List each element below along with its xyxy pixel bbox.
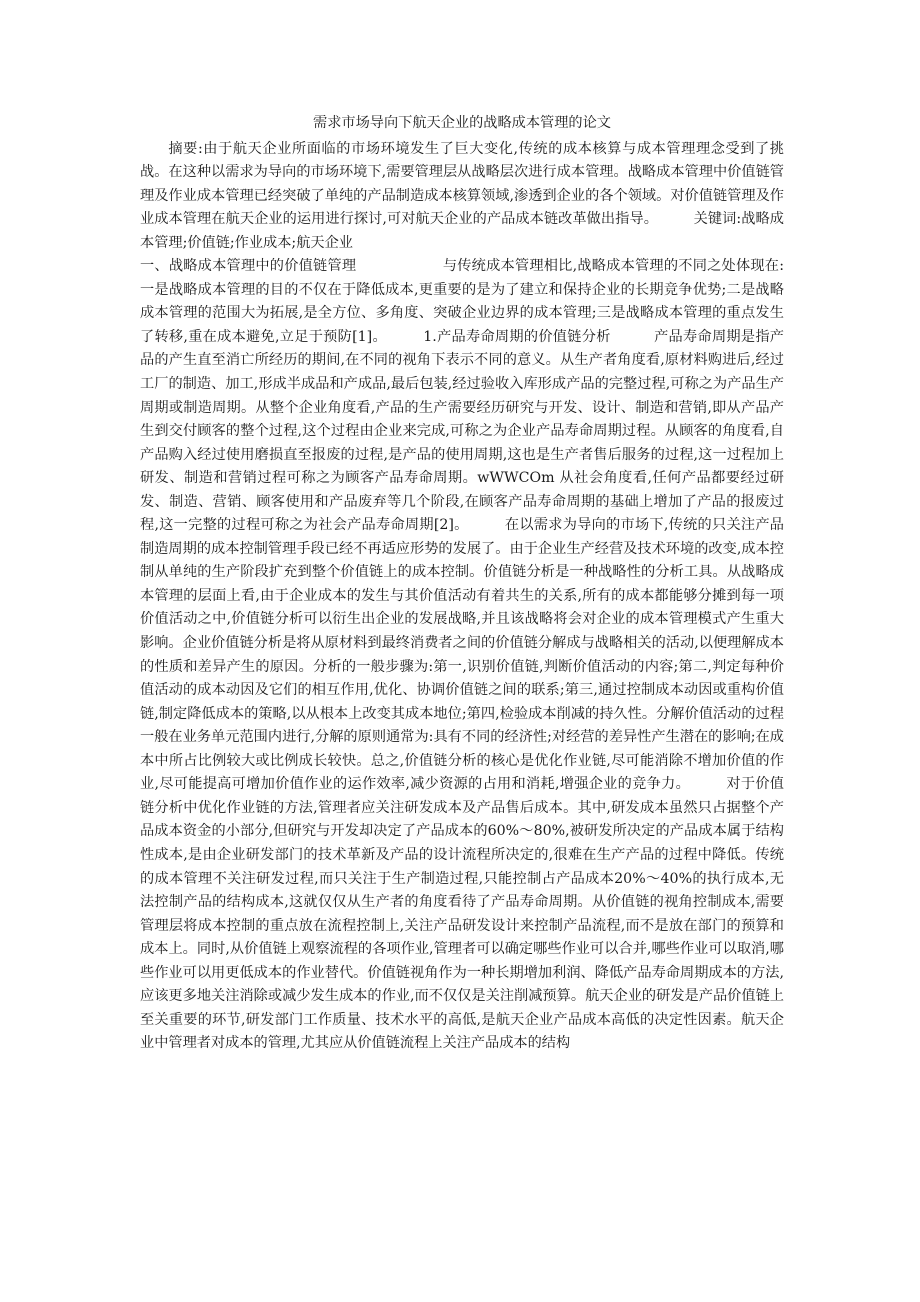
abstract-paragraph: 摘要:由于航天企业所面临的市场环境发生了巨大变化,传统的成本核算与成本管理理念受到了挑战。在这种以需求为导向的市场环境下,需要管理层从战略层次进行成本管理。战略成本管理中价值链管理及作业成本管理已经突破了单纯的产品制造成本核算领域,渗透到企业的各个领域。对价值链管理及作业成本管理在航天企业的运用进行探讨,可对航天企业的产品成本链改革做出指导。 关键词:战略成本管理;价值链;作业成本;航天企业 xyxy=(140,140,784,251)
document-title: 需求市场导向下航天企业的战略成本管理的论文 xyxy=(313,115,611,131)
document-page xyxy=(140,112,784,1056)
body-paragraph: 一、战略成本管理中的价值链管理 与传统成本管理相比,战略成本管理的不同之处体现在:一是战略成本管理的目的不仅在于降低成本,更重要的是为了建立和保持企业的长期竞争优势;二是战略成本管理的范围大为拓展,是全方位、多角度、突破企业边界的成本管理;三是战略成本管理的重点发生了转移,重在成本避免,立足于预防[1]。 1.产品寿命周期的价值链分析 产品寿命周期是指产品的产生直至消亡所经历的期间,在不同的视角下表示不同的意义。从生产者角度看,原材料购进后,经过工厂的制造、加工,形成半成品和产成品,最后包装,经过验收入库形成产品的完整过程,可称之为产品生产周期或制造周期。从整个企业角度看,产品的生产需要经历研究与开发、设计、制造和营销,即从产品产生到交付顾客的整个过程,这个过程由企业来完成,可称之为企业产品寿命周期过程。从顾客的角度看,自产品购入经过使用磨损直至报废的过程,是产品的使用周期,这也是生产者售后服务的过程,这一过程加上研发、制造和营销过程可称之为顾客产品寿命周期。wWWCOm 从社会角度看,任何产品都要经过研发、制造、营销、顾客使用和产品废弃等几个阶段,在顾客产品寿命周期的基础上增加了产品的报废过程,这一完整的过程可称之为社会产品寿命周期[2]。 在以需求为导向的市场下,传统的只关注产品制造周期的成本控制管理手段已经不再适应形势的发展了。由于企业生产经营及技术环境的改变,成本控制从单纯的生产阶段扩充到整个价值链上的成本控制。价值链分析是一种战略性的分析工具。从战略成本管理的层面上看,由于企业成本的发生与其价值活动有着共生的关系,所有的成本都能够分摊到每一项价值活动之中,价值链分析可以衍生出企业的发展战略,并且该战略将会对企业的成本管理模式产生重大影响。企业价值链分析是将从原材料到最终消费者之间的价值链分解成与战略相关的活动,以便理解成本的性质和差异产生的原因。分析的一般步骤为:第一,识别价值链,判断价值活动的内容;第二,判定每种价值活动的成本动因及它们的相互作用,优化、协调价值链之间的联系;第三,通过控制成本动因或重构价值链,制定降低成本的策略,以从根本上改变其成本地位;第四,检验成本削减的持久性。分解价值活动的过程一般在业务单元范围内进行,分解的原则通常为:具有不同的经济性;对经营的差异性产生潜在的影响;在成本中所占比例较大或比例成长较快。总之,价值链分析的核心是优化作业链,尽可能消除不增加价值的作业,尽可能提高可增加价值作业的运作效率,减少资源的占用和消耗,增强企业的竞争力。 对于价值链分析中优化作业链的方法,管理者应关注研发成本及产品售后成本。其中,研发成本虽然只占据整个产品成本资金的小部分,但研究与开发却决定了产品成本的60%～80%,被研发所决定的产品成本属于结构性成本,是由企业研发部门的技术革新及产品的设计流程所决定的,很难在生产产品的过程中降低。传统的成本管理不关注研发过程,而只关注于生产制造过程,只能控制占产品成本20%～40%的执行成本,无法控制产品的结构成本,这就仅仅从生产者的角度看待了产品寿命周期。从价值链的视角控制成本,需要管理层将成本控制的重点放在流程控制上,关注产品研发设计来控制产品流程,而不是放在部门的预算和成本上。同时,从价值链上观察流程的各项作业,管理者可以确定哪些作业可以合并,哪些作业可以取消,哪些作业可以用更低成本的作业替代。价值链视角作为一种长期增加利润、降低产品寿命周期成本的方法,应该更多地关注消除或减少发生成本的作业,而不仅仅是关注削减预算。航天企业的研发是产品价值链上至关重要的环节,研发部门工作质量、技术水平的高低,是航天企业产品成本高低的决定性因素。航天企业中管理者对成本的管理,尤其应从价值链流程上关注产品成本的结构 xyxy=(140,258,784,1052)
